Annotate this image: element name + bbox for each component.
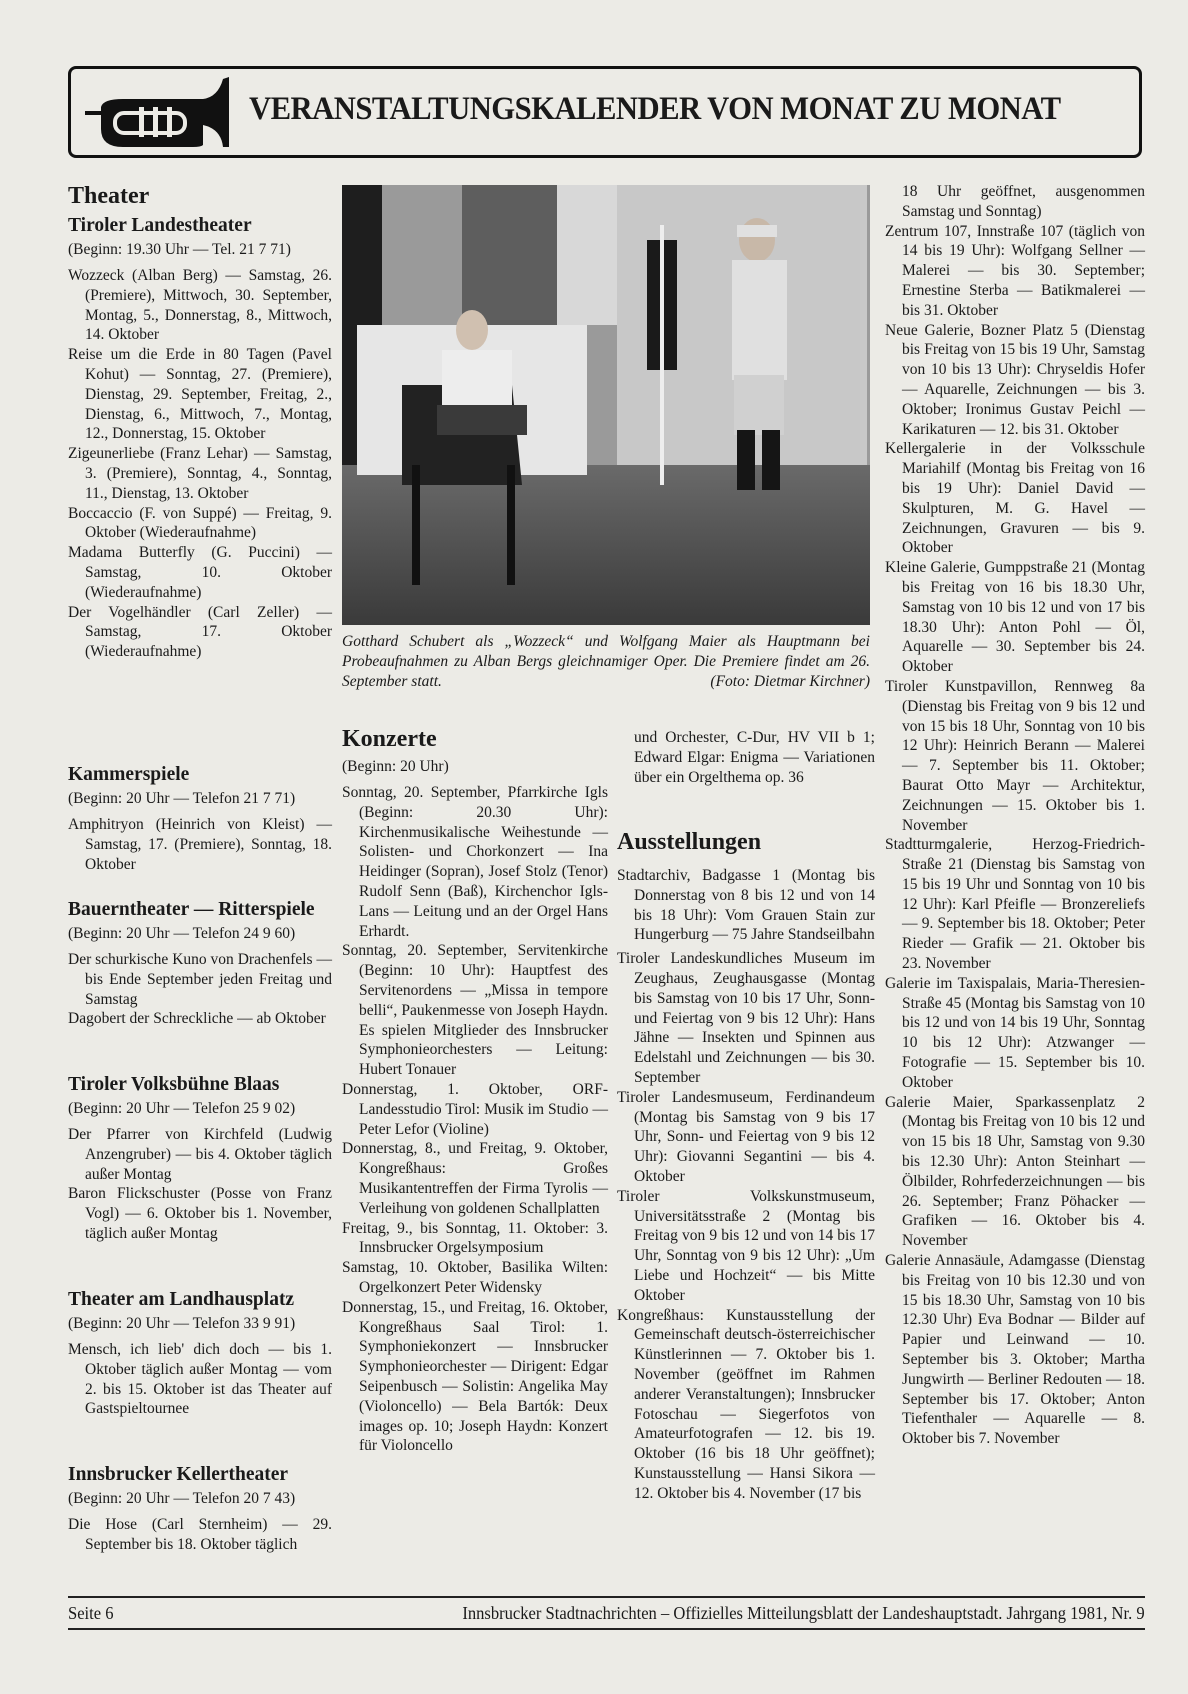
list-item: Zentrum 107, Innstraße 107 (täglich von 14 bis 19 Uhr): Wolfgang Sellner — Malerei — bis 30. September; Ernestine Sterba — Batikmalerei — bis 31. Oktober (885, 222, 1145, 319)
list-item: Donnerstag, 8., und Freitag, 9. Oktober, Kongreßhaus: Großes Musikantentreffen der Firma Tyrolis — Verleihung von goldenen Schallplatten (342, 1140, 608, 1217)
tuba-icon (83, 77, 233, 149)
photo-credit: (Foto: Dietmar Kirchner) (710, 673, 870, 690)
venue-volksbuehne (68, 1073, 332, 1244)
list-item: Sonntag, 20. September, Pfarrkirche Igls (Beginn: 20.30 Uhr): Kirchenmusikalische Weihestunde — Solisten- und Chorkonzert — Ina Heidinger (Sopran), Josef Stolz (Tenor) Rudolf Senn (Baß), Kirchenchor Igls-Lans — Leitung und an der Orgel Hans Erhardt. (342, 784, 608, 940)
list-item: Baron Flickschuster (Posse von Franz Vogl) — 6. Oktober bis 1. November, täglich außer Montag (68, 1185, 332, 1242)
venue-name: Bauerntheater — Ritterspiele (68, 899, 315, 920)
footer-divider (68, 1628, 1145, 1630)
list-item: Neue Galerie, Bozner Platz 5 (Dienstag bis Freitag von 15 bis 19 Uhr, Samstag von 10 bis 13 Uhr): Chryseldis Hofer — Aquarelle, Zeichnungen — bis 3. Oktober; Ironimus Gustav Peichl — Karikaturen — 12. bis 31. Oktober (885, 321, 1145, 438)
ausstellungen-continued (885, 182, 1145, 1449)
konzerte-info: (Beginn: 20 Uhr) (342, 758, 449, 775)
venue-info: (Beginn: 20 Uhr — Telefon 25 9 02) (68, 1100, 296, 1117)
list-item: Der schurkische Kuno von Drachenfels — bis Ende September jeden Freitag und Samstag (68, 951, 332, 1008)
list-item: und Orchester, C-Dur, HV VII b 1; Edward Elgar: Enigma — Variationen über ein Orgelthema op. 36 (634, 729, 875, 786)
venue-info: (Beginn: 20 Uhr — Telefon 20 7 43) (68, 1490, 296, 1507)
caption-text: Gotthard Schubert als „Wozzeck“ und Wolfgang Maier als Hauptmann bei Probeaufnahmen zu Alban Bergs gleichnamiger Oper. Die Premiere findet am 26. September statt. (342, 633, 870, 690)
venue-name: Tiroler Landestheater (68, 215, 252, 236)
list-item: Tiroler Landesmuseum, Ferdinandeum (Montag bis Samstag von 9 bis 17 Uhr, Sonn- und Feiertag von 9 bis 12 Uhr): Giovanni Segantini — bis 4. Oktober (617, 1088, 875, 1185)
venue-landhausplatz (68, 1288, 332, 1419)
list-item: 18 Uhr geöffnet, ausgenommen Samstag und Sonntag) (902, 183, 1145, 220)
page-title: VERANSTALTUNGSKALENDER VON MONAT ZU MONAT (249, 91, 1061, 127)
venue-kammerspiele (68, 763, 332, 874)
list-item: Kongreßhaus: Kunstausstellung der Gemeinschaft deutsch-österreichischer Künstlerinnen — 7. Oktober bis 1. November (geöffnet im Rahmen anderer Veranstaltungen); Innsbrucker Fotoschau — Siegerfotos von Amateurfotografen — 12. bis 19. Oktober (16 bis 18 Uhr geöffnet); Kunstausstellung — Hansi Sikora — 12. Oktober bis 4. November (17 bis (617, 1306, 875, 1502)
header-banner (68, 66, 1142, 158)
list-item: Stadtarchiv, Badgasse 1 (Montag bis Donnerstag von 8 bis 12 und von 14 bis 18 Uhr): Vom Grauen Stain zur Hungerburg — 75 Jahre Standseilbahn (617, 867, 875, 944)
section-heading-ausstellungen: Ausstellungen (617, 829, 762, 855)
list-item: Tiroler Landeskundliches Museum im Zeughaus, Zeughausgasse (Montag bis Samstag von 10 bis 17 Uhr, Sonn- und Feiertag von 9 bis 12 Uhr): Hans Jähne — Insekten und Spinnen aus Edelstahl und Zeichnungen — bis 30. September (617, 950, 875, 1086)
venue-info: (Beginn: 20 Uhr — Telefon 33 9 91) (68, 1315, 296, 1332)
venue-info: (Beginn: 20 Uhr — Telefon 24 9 60) (68, 925, 296, 942)
venue-kellertheater (68, 1463, 332, 1555)
list-item: Madama Butterfly (G. Puccini) — Samstag, 10. Oktober (Wiederaufnahme) (68, 544, 332, 601)
list-item: Mensch, ich lieb' dich doch — bis 1. Oktober täglich außer Montag — vom 2. bis 15. Oktober ist das Theater auf Gastspieltournee (68, 1341, 332, 1418)
ausstellungen-section (617, 828, 875, 1504)
list-item: Sonntag, 20. September, Servitenkirche (Beginn: 10 Uhr): Hauptfest des Servitenordens — „Missa in tempore belli“, Paukenmesse von Joseph Haydn. Es spielen Mitglieder des Innsbrucker Symphonieorchesters — Leitung: Hubert Tonauer (342, 942, 608, 1079)
list-item: Wozzeck (Alban Berg) — Samstag, 26. (Premiere), Mittwoch, 30. September, Montag, 5., Donnerstag, 8., Mittwoch, 14. Oktober (68, 267, 332, 344)
rehearsal-photo (342, 185, 870, 625)
list-item: Tiroler Volkskunstmuseum, Universitätsstraße 2 (Montag bis Freitag von 9 bis 12 und von 14 bis 17 Uhr, Sonntag von 9 bis 12 Uhr): „Um Liebe und Hochzeit“ — bis Mitte Oktober (617, 1187, 875, 1304)
list-item: Samstag, 10. Oktober, Basilika Wilten: Orgelkonzert Peter Widensky (342, 1259, 608, 1296)
list-item: Galerie im Taxispalais, Maria-Theresien-Straße 45 (Montag bis Samstag von 10 bis 12 und von 14 bis 19 Uhr, Sonntag 10 bis 12 Uhr): Atzwanger — Fotografie — 15. September bis 10. Oktober (885, 974, 1145, 1091)
list-item: Galerie Maier, Sparkassenplatz 2 (Montag bis Freitag von 10 bis 12 und von 15 bis 18 Uhr, Samstag von 9.30 bis 12.30 Uhr): Anton Steinhart — Ölbilder, Rohrfederzeichnungen — bis 26. September; Franz Pöhacker — Grafiken — 16. Oktober bis 4. November (885, 1093, 1145, 1250)
list-item: Reise um die Erde in 80 Tagen (Pavel Kohut) — Sonntag, 27. (Premiere), Dienstag, 29. September, Freitag, 2., Dienstag, 6., Mittwoch, 7., Montag, 12., Donnerstag, 15. Oktober (68, 346, 332, 443)
photo-caption (342, 632, 870, 692)
venue-name: Innsbrucker Kellertheater (68, 1464, 289, 1485)
list-item: Donnerstag, 1. Oktober, ORF-Landesstudio Tirol: Musik im Studio — Peter Lefor (Violine) (342, 1080, 608, 1138)
list-item: Donnerstag, 15., und Freitag, 16. Oktober, Kongreßhaus Saal Tirol: 1. Symphoniekonzert — Innsbrucker Symphonieorchester — Dirigent: Edgar Seipenbusch — Solistin: Angelika May (Violoncello) — Bela Bartók: Deux images op. 10; Joseph Haydn: Konzert für Violoncello (342, 1298, 608, 1455)
konzerte-continuation (617, 728, 875, 787)
list-item: Kleine Galerie, Gumppstraße 21 (Montag bis Freitag von 16 bis 18.30 Uhr, Samstag von 10 bis 12 und von 17 bis 18.30 Uhr): Anton Pohl — Öl, Aquarelle — 30. September bis 24. Oktober (885, 559, 1145, 676)
footer-divider (68, 1596, 1145, 1598)
list-item: Stadtturmgalerie, Herzog-Friedrich-Straße 21 (Dienstag bis Samstag von 15 bis 19 Uhr und Sonntag von 10 bis 12 Uhr): Karl Pfeifle — Bronzereliefs — 9. September bis 18. Oktober; Peter Rieder — Grafik — 21. Oktober bis 23. November (885, 836, 1145, 973)
list-item: Dagobert der Schreckliche — ab Oktober (68, 1010, 326, 1028)
section-heading-theater: Theater (68, 183, 150, 209)
venue-name: Kammerspiele (68, 764, 190, 785)
venue-bauerntheater (68, 898, 332, 1029)
theater-section (68, 182, 332, 662)
list-item: Der Vogelhändler (Carl Zeller) — Samstag, 17. Oktober (Wiederaufnahme) (68, 603, 332, 661)
konzerte-section (342, 725, 608, 1456)
publication-info: Innsbrucker Stadtnachrichten – Offizielles Mitteilungsblatt der Landeshauptstadt. Jahrgang 1981, Nr. 9 (462, 1603, 1145, 1623)
venue-info: (Beginn: 20 Uhr — Telefon 21 7 71) (68, 790, 296, 807)
section-heading-konzerte: Konzerte (342, 726, 437, 752)
list-item: Der Pfarrer von Kirchfeld (Ludwig Anzengruber) — bis 4. Oktober täglich außer Montag (68, 1126, 332, 1183)
list-item: Boccaccio (F. von Suppé) — Freitag, 9. Oktober (Wiederaufnahme) (68, 504, 332, 542)
venue-name: Tiroler Volksbühne Blaas (68, 1074, 280, 1095)
list-item: Tiroler Kunstpavillon, Rennweg 8a (Dienstag bis Freitag von 9 bis 12 und von 15 bis 18 Uhr, Sonntag von 10 bis 12 Uhr): Heinrich Berann — Malerei — 7. September bis 11. Oktober; Baurat Otto Mayr — Architektur, Zeichnungen — 15. Oktober bis 1. November (885, 677, 1145, 834)
list-item: Amphitryon (Heinrich von Kleist) — Samstag, 17. (Premiere), Sonntag, 18. Oktober (68, 816, 332, 873)
venue-info: (Beginn: 19.30 Uhr — Tel. 21 7 71) (68, 241, 291, 258)
list-item: Kellergalerie in der Volksschule Mariahilf (Montag bis Freitag von 16 bis 19 Uhr): Daniel David — Skulpturen, M. G. Havel — Zeichnungen, Gravuren — bis 9. Oktober (885, 440, 1145, 557)
list-item: Galerie Annasäule, Adamgasse (Dienstag bis Freitag von 10 bis 12.30 und von 15 bis 18.30 Uhr, Samstag von 10 bis 12.30 Uhr) Eva Bodnar — Bilder auf Papier und Leinwand — 10. September bis 3. Oktober; Martha Jungwirth — Berliner Redouten — 18. September bis 17. Oktober; Anton Tiefenthaler — Aquarelle — 8. Oktober bis 7. November (885, 1252, 1145, 1448)
list-item: Freitag, 9., bis Sonntag, 11. Oktober: 3. Innsbrucker Orgelsymposium (342, 1219, 608, 1257)
list-item: Zigeunerliebe (Franz Lehar) — Samstag, 3. (Premiere), Sonntag, 4., Sonntag, 11., Dienstag, 13. Oktober (68, 445, 332, 502)
page-number: Seite 6 (68, 1603, 114, 1623)
venue-name: Theater am Landhausplatz (68, 1289, 295, 1310)
list-item: Die Hose (Carl Sternheim) — 29. September bis 18. Oktober täglich (68, 1516, 332, 1553)
